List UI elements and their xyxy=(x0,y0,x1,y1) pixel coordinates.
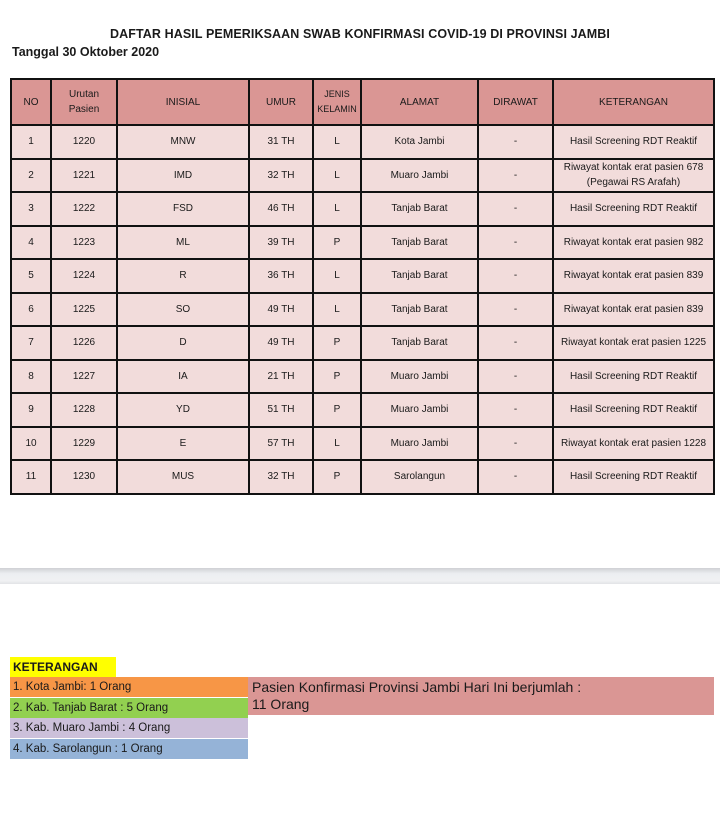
cell-no: 7 xyxy=(11,326,51,360)
keterangan-line2: (Pegawai RS Arafah) xyxy=(586,177,681,189)
cell-umur: 21 TH xyxy=(249,360,313,394)
cell-no: 11 xyxy=(11,460,51,494)
keterangan-line1: Hasil Screening RDT Reaktif xyxy=(569,404,698,416)
cell-urutan: 1224 xyxy=(51,259,117,293)
cell-inisial: D xyxy=(117,326,249,360)
legend-item: 4. Kab. Sarolangun : 1 Orang xyxy=(10,739,248,759)
cell-jk: L xyxy=(313,427,361,461)
cell-urutan: 1222 xyxy=(51,192,117,226)
cell-urutan: 1230 xyxy=(51,460,117,494)
cell-umur: 46 TH xyxy=(249,192,313,226)
cell-alamat: Muaro Jambi xyxy=(361,159,478,193)
cell-dirawat: - xyxy=(478,159,553,193)
cell-umur: 31 TH xyxy=(249,125,313,159)
cell-inisial: SO xyxy=(117,293,249,327)
cell-jk: P xyxy=(313,393,361,427)
table-row xyxy=(11,226,714,260)
cell-no: 4 xyxy=(11,226,51,260)
cell-keterangan xyxy=(553,393,714,427)
cell-inisial: R xyxy=(117,259,249,293)
table-header-row xyxy=(11,79,714,125)
keterangan-line1: Hasil Screening RDT Reaktif xyxy=(569,203,698,215)
table-row xyxy=(11,427,714,461)
legend-title: KETERANGAN xyxy=(10,657,116,677)
cell-umur: 36 TH xyxy=(249,259,313,293)
cell-umur: 49 TH xyxy=(249,326,313,360)
cell-dirawat: - xyxy=(478,259,553,293)
cell-jk: L xyxy=(313,125,361,159)
cell-alamat: Tanjab Barat xyxy=(361,192,478,226)
table-row xyxy=(11,159,714,193)
cell-no: 2 xyxy=(11,159,51,193)
table-row xyxy=(11,293,714,327)
keterangan-line1: Riwayat kontak erat pasien 982 xyxy=(563,236,704,248)
table-row xyxy=(11,360,714,394)
cell-keterangan xyxy=(553,259,714,293)
cell-umur: 39 TH xyxy=(249,226,313,260)
cell-no: 8 xyxy=(11,360,51,394)
header-no: NO xyxy=(11,79,51,125)
legend-item: 2. Kab. Tanjab Barat : 5 Orang xyxy=(10,698,248,718)
cell-inisial: ML xyxy=(117,226,249,260)
cell-jk: L xyxy=(313,159,361,193)
cell-inisial: IMD xyxy=(117,159,249,193)
cell-inisial: YD xyxy=(117,393,249,427)
cell-alamat: Sarolangun xyxy=(361,460,478,494)
cell-keterangan xyxy=(553,460,714,494)
table-row xyxy=(11,393,714,427)
keterangan-line1: Hasil Screening RDT Reaktif xyxy=(569,136,698,148)
cell-urutan: 1221 xyxy=(51,159,117,193)
cell-jk: L xyxy=(313,192,361,226)
keterangan-line1: Riwayat kontak erat pasien 1228 xyxy=(560,437,707,449)
cell-jk: L xyxy=(313,259,361,293)
header-alamat: ALAMAT xyxy=(361,79,478,125)
cell-urutan: 1228 xyxy=(51,393,117,427)
cell-dirawat: - xyxy=(478,125,553,159)
cell-alamat: Kota Jambi xyxy=(361,125,478,159)
cell-umur: 49 TH xyxy=(249,293,313,327)
keterangan-line1: Hasil Screening RDT Reaktif xyxy=(569,471,698,483)
summary-line1: Pasien Konfirmasi Provinsi Jambi Hari Ini berjumlah : xyxy=(252,679,582,695)
cell-keterangan xyxy=(553,192,714,226)
summary-line2: 11 Orang xyxy=(252,696,310,712)
cell-umur: 32 TH xyxy=(249,159,313,193)
cell-no: 5 xyxy=(11,259,51,293)
cell-alamat: Muaro Jambi xyxy=(361,360,478,394)
cell-keterangan xyxy=(553,293,714,327)
cell-urutan: 1226 xyxy=(51,326,117,360)
keterangan-line1: Riwayat kontak erat pasien 1225 xyxy=(560,337,707,349)
cell-dirawat: - xyxy=(478,326,553,360)
table-row xyxy=(11,259,714,293)
table-row xyxy=(11,460,714,494)
cell-keterangan xyxy=(553,427,714,461)
cell-inisial: MNW xyxy=(117,125,249,159)
header-keterangan: KETERANGAN xyxy=(553,79,714,125)
legend-item: 3. Kab. Muaro Jambi : 4 Orang xyxy=(10,718,248,738)
cell-urutan: 1229 xyxy=(51,427,117,461)
cell-dirawat: - xyxy=(478,393,553,427)
legend-item: 1. Kota Jambi: 1 Orang xyxy=(10,677,248,697)
document-date: Tanggal 30 Oktober 2020 xyxy=(12,45,160,59)
cell-inisial: IA xyxy=(117,360,249,394)
cell-no: 6 xyxy=(11,293,51,327)
cell-alamat: Muaro Jambi xyxy=(361,427,478,461)
cell-alamat: Muaro Jambi xyxy=(361,393,478,427)
keterangan-line1: Riwayat kontak erat pasien 678 xyxy=(563,162,704,174)
keterangan-line1: Hasil Screening RDT Reaktif xyxy=(569,370,698,382)
cell-dirawat: - xyxy=(478,192,553,226)
cell-dirawat: - xyxy=(478,427,553,461)
header-urutan-pasien xyxy=(51,79,117,125)
cell-jk: P xyxy=(313,226,361,260)
table-row xyxy=(11,326,714,360)
table-row xyxy=(11,125,714,159)
cell-inisial: MUS xyxy=(117,460,249,494)
cell-dirawat: - xyxy=(478,293,553,327)
cell-jk: P xyxy=(313,360,361,394)
summary-box xyxy=(248,677,714,715)
page-divider xyxy=(0,568,720,584)
cell-urutan: 1225 xyxy=(51,293,117,327)
cell-keterangan xyxy=(553,159,714,193)
cell-no: 1 xyxy=(11,125,51,159)
cell-keterangan xyxy=(553,326,714,360)
cell-umur: 57 TH xyxy=(249,427,313,461)
cell-no: 9 xyxy=(11,393,51,427)
cell-alamat: Tanjab Barat xyxy=(361,293,478,327)
header-jk-line2: KELAMIN xyxy=(317,104,357,114)
cell-keterangan xyxy=(553,360,714,394)
cell-urutan: 1220 xyxy=(51,125,117,159)
header-urutan-line2: Pasien xyxy=(68,104,100,115)
header-jk-line1: JENIS xyxy=(324,89,350,99)
cell-alamat: Tanjab Barat xyxy=(361,326,478,360)
cell-umur: 51 TH xyxy=(249,393,313,427)
cell-no: 10 xyxy=(11,427,51,461)
cell-no: 3 xyxy=(11,192,51,226)
cell-urutan: 1227 xyxy=(51,360,117,394)
header-dirawat: DIRAWAT xyxy=(478,79,553,125)
cell-dirawat: - xyxy=(478,460,553,494)
header-jenis-kelamin xyxy=(313,79,361,125)
document-title: DAFTAR HASIL PEMERIKSAAN SWAB KONFIRMASI COVID-19 DI PROVINSI JAMBI xyxy=(109,27,611,41)
cell-dirawat: - xyxy=(478,226,553,260)
cell-urutan: 1223 xyxy=(51,226,117,260)
header-umur: UMUR xyxy=(249,79,313,125)
cell-jk: L xyxy=(313,293,361,327)
cell-inisial: FSD xyxy=(117,192,249,226)
header-urutan-line1: Urutan xyxy=(68,89,99,100)
cell-keterangan xyxy=(553,125,714,159)
table-row xyxy=(11,192,714,226)
header-inisial: INISIAL xyxy=(117,79,249,125)
cell-alamat: Tanjab Barat xyxy=(361,226,478,260)
patient-table xyxy=(10,78,715,495)
cell-inisial: E xyxy=(117,427,249,461)
keterangan-line1: Riwayat kontak erat pasien 839 xyxy=(563,270,704,282)
cell-alamat: Tanjab Barat xyxy=(361,259,478,293)
cell-keterangan xyxy=(553,226,714,260)
cell-dirawat: - xyxy=(478,360,553,394)
keterangan-line1: Riwayat kontak erat pasien 839 xyxy=(563,303,704,315)
cell-jk: P xyxy=(313,326,361,360)
cell-jk: P xyxy=(313,460,361,494)
cell-umur: 32 TH xyxy=(249,460,313,494)
